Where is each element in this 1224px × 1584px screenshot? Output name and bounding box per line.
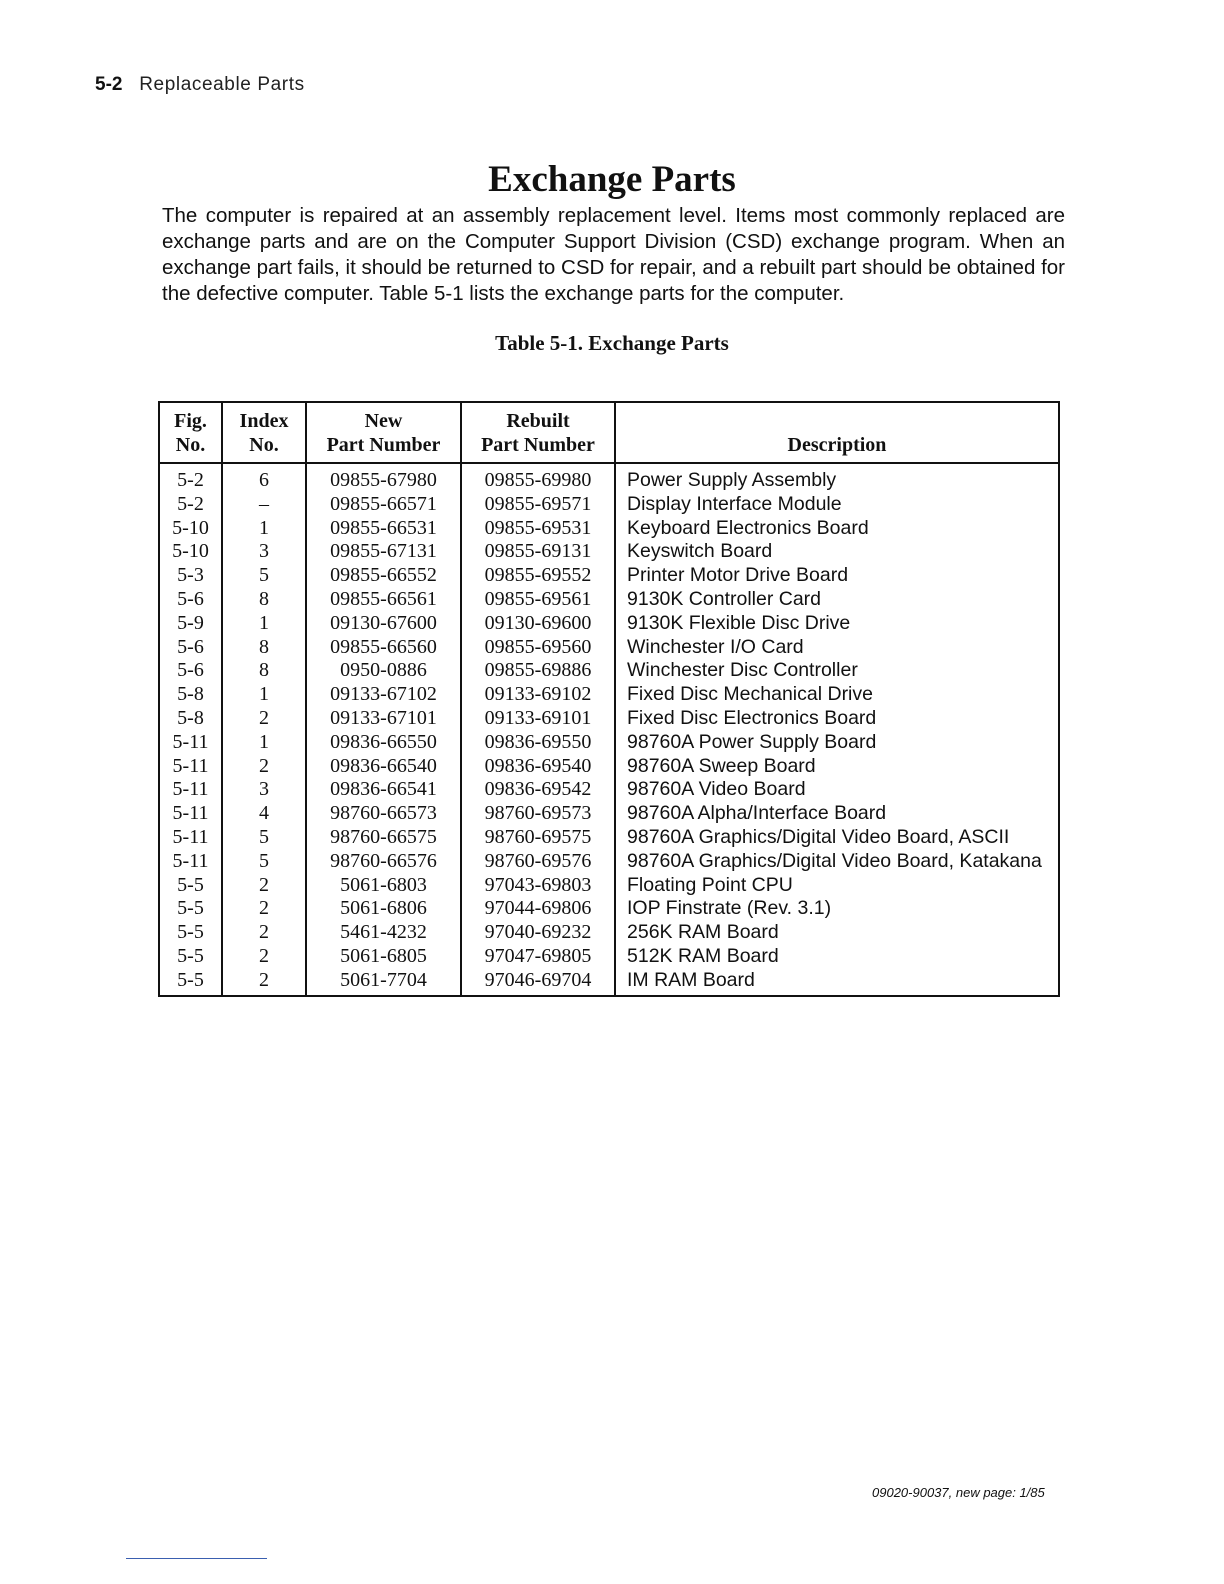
cell-fig-no: 5-9 — [177, 611, 204, 634]
table-row — [159, 493, 1059, 517]
cell-rebuilt-part-number: 97046-69704 — [461, 969, 615, 996]
table-row — [159, 850, 1059, 874]
cell-new-part-number: 09133-67102 — [306, 683, 461, 707]
table-row — [159, 463, 1059, 493]
cell-fig-no: 5-5 — [177, 873, 204, 896]
cell-new-part-number: 09855-66552 — [306, 564, 461, 588]
cell-index-no: 5 — [222, 564, 306, 588]
cell-index-no: 8 — [222, 636, 306, 660]
cell-description: 9130K Controller Card — [615, 588, 1059, 612]
table-row — [159, 588, 1059, 612]
cell-rebuilt-part-number: 98760-69576 — [461, 850, 615, 874]
cell-fig-no: 5-5 — [177, 968, 204, 991]
cell-new-part-number: 98760-66576 — [306, 850, 461, 874]
cell-index-no: 6 — [222, 463, 306, 493]
cell-fig-no: 5-11 — [172, 778, 209, 801]
table-row — [159, 517, 1059, 541]
cell-fig-no: 5-11 — [172, 849, 209, 872]
cell-new-part-number: 09855-66571 — [306, 493, 461, 517]
cell-description: 256K RAM Board — [615, 921, 1059, 945]
cell-rebuilt-part-number: 97043-69803 — [461, 874, 615, 898]
cell-fig-no: 5-6 — [177, 587, 204, 610]
cell-fig-no: 5-11 — [172, 754, 209, 777]
cell-fig-no: 5-10 — [172, 516, 209, 539]
cell-index-no: 2 — [222, 755, 306, 779]
cell-rebuilt-part-number: 09836-69540 — [461, 755, 615, 779]
table-row — [159, 897, 1059, 921]
cell-new-part-number: 0950-0886 — [306, 659, 461, 683]
cell-fig-no: 5-5 — [177, 944, 204, 967]
cell-rebuilt-part-number: 09855-69561 — [461, 588, 615, 612]
cell-description: 98760A Graphics/Digital Video Board, Katakana — [615, 850, 1059, 874]
cell-fig-no: 5-10 — [172, 540, 209, 563]
cell-index-no: 8 — [222, 659, 306, 683]
cell-description: Fixed Disc Electronics Board — [615, 707, 1059, 731]
table-row — [159, 778, 1059, 802]
cell-index-no: 2 — [222, 945, 306, 969]
cell-index-no: 1 — [222, 612, 306, 636]
cell-index-no: 2 — [222, 707, 306, 731]
header-fig-no: Fig. No. — [159, 402, 222, 463]
table-row — [159, 802, 1059, 826]
cell-new-part-number: 09130-67600 — [306, 612, 461, 636]
table-row — [159, 707, 1059, 731]
cell-rebuilt-part-number: 09855-69131 — [461, 540, 615, 564]
section-title: Replaceable Parts — [139, 74, 305, 95]
cell-fig-no: 5-2 — [177, 469, 204, 491]
cell-index-no: 2 — [222, 897, 306, 921]
cell-rebuilt-part-number: 09855-69531 — [461, 517, 615, 541]
cell-index-no: 8 — [222, 588, 306, 612]
cell-new-part-number: 09836-66540 — [306, 755, 461, 779]
page-title: Exchange Parts — [488, 159, 736, 200]
cell-fig-no: 5-6 — [177, 635, 204, 658]
intro-paragraph: The computer is repaired at an assembly replacement level. Items most commonly replaced are exchange parts and are on the Computer Support Division (CSD) exchange program. When an exchange part fails, it should be returned to CSD for repair, and a rebuilt part should be obtained for the defective computer. Table 5-1 lists the exchange parts for the computer. — [162, 204, 1065, 305]
cell-fig-no: 5-11 — [172, 802, 209, 825]
cell-index-no: 2 — [222, 874, 306, 898]
header-rebuilt-part-number: Rebuilt Part Number — [461, 402, 615, 463]
cell-description: Display Interface Module — [615, 493, 1059, 517]
cell-rebuilt-part-number: 98760-69573 — [461, 802, 615, 826]
cell-new-part-number: 09855-66560 — [306, 636, 461, 660]
table-body — [159, 463, 1059, 996]
cell-new-part-number: 98760-66573 — [306, 802, 461, 826]
cell-description: Keyswitch Board — [615, 540, 1059, 564]
cell-description: Keyboard Electronics Board — [615, 517, 1059, 541]
cell-description: 98760A Graphics/Digital Video Board, ASCII — [615, 826, 1059, 850]
cell-new-part-number: 5061-6805 — [306, 945, 461, 969]
cell-description: IOP Finstrate (Rev. 3.1) — [615, 897, 1059, 921]
table-header — [159, 402, 1059, 463]
cell-rebuilt-part-number: 97040-69232 — [461, 921, 615, 945]
cell-rebuilt-part-number: 09836-69542 — [461, 778, 615, 802]
cell-fig-no: 5-5 — [177, 897, 204, 920]
cell-description: IM RAM Board — [615, 969, 1059, 996]
cell-rebuilt-part-number: 09836-69550 — [461, 731, 615, 755]
cell-fig-no: 5-6 — [177, 659, 204, 682]
cell-description: Winchester Disc Controller — [615, 659, 1059, 683]
cell-fig-no: 5-3 — [177, 564, 204, 587]
table-row — [159, 540, 1059, 564]
cell-description: Printer Motor Drive Board — [615, 564, 1059, 588]
cell-index-no: 4 — [222, 802, 306, 826]
cell-new-part-number: 5061-6806 — [306, 897, 461, 921]
cell-new-part-number: 5461-4232 — [306, 921, 461, 945]
cell-index-no: 2 — [222, 969, 306, 996]
cell-new-part-number: 09855-66531 — [306, 517, 461, 541]
cell-new-part-number: 09855-67131 — [306, 540, 461, 564]
cell-description: 98760A Video Board — [615, 778, 1059, 802]
table-row — [159, 921, 1059, 945]
cell-new-part-number: 98760-66575 — [306, 826, 461, 850]
cell-rebuilt-part-number: 09855-69560 — [461, 636, 615, 660]
cell-rebuilt-part-number: 97044-69806 — [461, 897, 615, 921]
cell-index-no: 1 — [222, 731, 306, 755]
section-number: 5-2 — [95, 74, 123, 95]
cell-rebuilt-part-number: 09133-69102 — [461, 683, 615, 707]
cell-description: 98760A Alpha/Interface Board — [615, 802, 1059, 826]
table-row — [159, 612, 1059, 636]
header-new-part-number: New Part Number — [306, 402, 461, 463]
cell-index-no: 1 — [222, 517, 306, 541]
header-index-no: Index No. — [222, 402, 306, 463]
cell-new-part-number: 09836-66550 — [306, 731, 461, 755]
cell-description: Winchester I/O Card — [615, 636, 1059, 660]
cell-fig-no: 5-8 — [177, 683, 204, 706]
cell-new-part-number: 09836-66541 — [306, 778, 461, 802]
cell-rebuilt-part-number: 97047-69805 — [461, 945, 615, 969]
cell-rebuilt-part-number: 09855-69571 — [461, 493, 615, 517]
cell-description: 512K RAM Board — [615, 945, 1059, 969]
cell-rebuilt-part-number: 98760-69575 — [461, 826, 615, 850]
cell-new-part-number: 5061-6803 — [306, 874, 461, 898]
cell-fig-no: 5-8 — [177, 706, 204, 729]
cell-description: 9130K Flexible Disc Drive — [615, 612, 1059, 636]
table-row — [159, 636, 1059, 660]
table-row — [159, 564, 1059, 588]
table-row — [159, 945, 1059, 969]
cell-index-no: 1 — [222, 683, 306, 707]
cell-fig-no: 5-11 — [172, 730, 209, 753]
cell-new-part-number: 09855-67980 — [306, 463, 461, 493]
cell-index-no: 3 — [222, 778, 306, 802]
table-row — [159, 683, 1059, 707]
cell-fig-no: 5-2 — [177, 492, 204, 515]
cell-description: Power Supply Assembly — [615, 463, 1059, 493]
cell-index-no: 5 — [222, 826, 306, 850]
cell-rebuilt-part-number: 09855-69980 — [461, 463, 615, 493]
cell-rebuilt-part-number: 09130-69600 — [461, 612, 615, 636]
table-row — [159, 874, 1059, 898]
cell-rebuilt-part-number: 09133-69101 — [461, 707, 615, 731]
cell-fig-no: 5-11 — [172, 825, 209, 848]
cell-index-no: – — [222, 493, 306, 517]
page-footer-code: 09020-90037, new page: 1/85 — [872, 1485, 1045, 1500]
cell-new-part-number: 09855-66561 — [306, 588, 461, 612]
header-description: Description — [615, 402, 1059, 463]
table-row — [159, 969, 1059, 996]
table-row — [159, 755, 1059, 779]
cell-index-no: 3 — [222, 540, 306, 564]
footer-rule — [126, 1558, 267, 1559]
cell-index-no: 2 — [222, 921, 306, 945]
page-header — [95, 74, 305, 96]
cell-description: 98760A Power Supply Board — [615, 731, 1059, 755]
table-row — [159, 826, 1059, 850]
cell-description: 98760A Sweep Board — [615, 755, 1059, 779]
cell-fig-no: 5-5 — [177, 921, 204, 944]
cell-new-part-number: 09133-67101 — [306, 707, 461, 731]
cell-rebuilt-part-number: 09855-69886 — [461, 659, 615, 683]
table-caption: Table 5-1. Exchange Parts — [495, 331, 729, 355]
table-row — [159, 731, 1059, 755]
cell-new-part-number: 5061-7704 — [306, 969, 461, 996]
exchange-parts-table — [158, 401, 1060, 997]
cell-description: Floating Point CPU — [615, 874, 1059, 898]
cell-rebuilt-part-number: 09855-69552 — [461, 564, 615, 588]
cell-description: Fixed Disc Mechanical Drive — [615, 683, 1059, 707]
table-row — [159, 659, 1059, 683]
cell-index-no: 5 — [222, 850, 306, 874]
